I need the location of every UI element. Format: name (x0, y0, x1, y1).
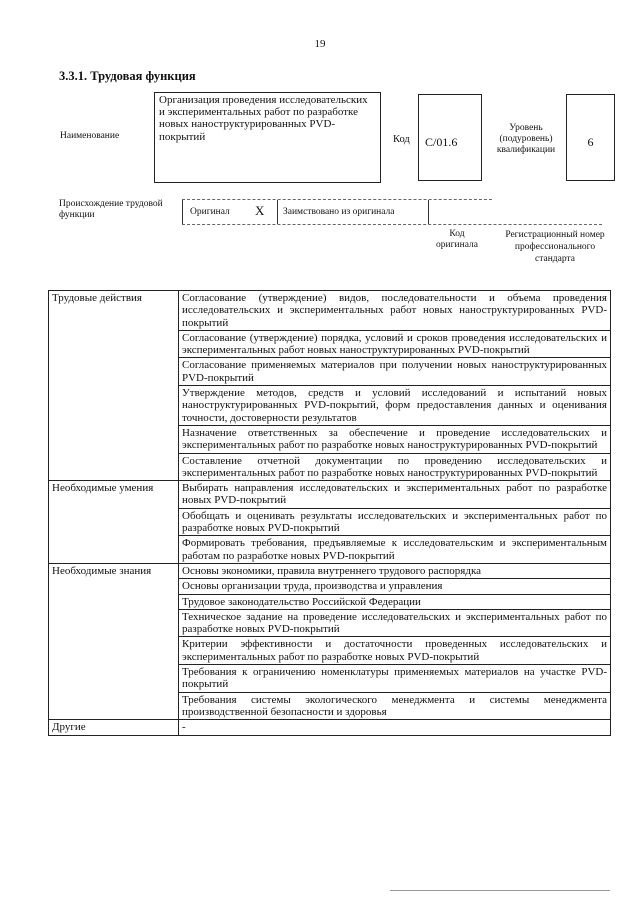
item-cell: Согласование (утверждение) видов, последовательности и объема проведения исследовательских и экспериментальных работ новых наноструктурированных PVD-покрытий (179, 291, 611, 331)
item-cell: Выбирать направления исследовательских и экспериментальных работ по разработке новых PVD-покрытий (179, 481, 611, 509)
item-cell: Трудовое законодательство Российской Федерации (179, 594, 611, 609)
item-cell: Основы организации труда, производства и управления (179, 579, 611, 594)
name-label: Наименование (60, 131, 120, 141)
page-number: 19 (314, 38, 326, 50)
code-value-box (418, 94, 482, 181)
item-cell: Обобщать и оценивать результаты исследовательских и экспериментальных работ по разработке новых PVD-покрытий (179, 508, 611, 536)
level-label: Уровень (подуровень) квалификации (496, 123, 556, 155)
item-cell: Составление отчетной документации по проведению исследовательских и экспериментальных работ по разработке новых наноструктурированных PVD-покрытий (179, 453, 611, 481)
level-value-box (566, 94, 615, 181)
item-cell: Согласование применяемых материалов при получении новых наноструктурированных PVD-покрытий (179, 358, 611, 386)
table-row (49, 563, 611, 578)
section-heading: 3.3.1. Трудовая функция (59, 69, 196, 83)
registration-number-label: Регистрационный номер профессионального стандарта (505, 230, 605, 264)
footer-rule (390, 890, 610, 891)
code-label: Код (393, 134, 410, 145)
item-cell: Согласование (утверждение) порядка, условий и сроков проведения исследовательских и экспериментальных работ новых наноструктурированных PVD-покрытий (179, 330, 611, 358)
name-value-box (154, 92, 381, 183)
origin-bottom-rule (182, 224, 602, 225)
name-value: Организация проведения исследовательских и экспериментальных работ по разработке новых наноструктурированных PVD-покрытий (159, 94, 368, 143)
code-original-label: Код оригинала (436, 229, 478, 250)
item-cell: Техническое задание на проведение исследовательских и экспериментальных работ по разработке новых PVD-покрытий (179, 609, 611, 637)
origin-divider-left (182, 200, 183, 224)
table-row (49, 720, 611, 735)
table-row (49, 481, 611, 509)
item-cell: Основы экономики, правила внутреннего трудового распорядка (179, 563, 611, 578)
origin-divider-mid (277, 200, 278, 224)
item-cell: Назначение ответственных за обеспечение и проведение исследовательских и экспериментальных работ по разработке новых наноструктурированных PVD-покрытий (179, 425, 611, 453)
item-cell: Критерии эффективности и достаточности проведенных исследовательских и экспериментальных работ по разработке новых PVD-покрытий (179, 637, 611, 665)
original-label: Оригинал (190, 207, 230, 217)
item-cell: - (179, 720, 611, 735)
item-cell: Требования к ограничению номенклатуры применяемых материалов на участке PVD-покрытий (179, 665, 611, 693)
function-details-table (48, 290, 611, 736)
original-mark: X (255, 203, 265, 218)
table-row (49, 291, 611, 331)
item-cell: Требования системы экологического менеджмента и системы менеджмента производственной безопасности и здоровья (179, 692, 611, 720)
category-cell: Необходимые умения (49, 481, 179, 564)
category-cell: Необходимые знания (49, 563, 179, 719)
category-cell: Другие (49, 720, 179, 735)
borrowed-label: Заимствовано из оригинала (283, 207, 395, 217)
origin-top-rule (182, 199, 492, 200)
category-cell: Трудовые действия (49, 291, 179, 481)
origin-divider-right (428, 200, 429, 224)
code-value: C/01.6 (425, 135, 458, 149)
origin-label: Происхождение трудовой функции (59, 199, 163, 220)
item-cell: Формировать требования, предъявляемые к исследовательским и экспериментальным работам по разработке новых PVD-покрытий (179, 536, 611, 564)
item-cell: Утверждение методов, средств и условий исследований и испытаний новых наноструктурированных PVD-покрытий, форм предоставления данных и оценивания точности, достоверности результатов (179, 386, 611, 426)
level-value: 6 (587, 135, 594, 149)
